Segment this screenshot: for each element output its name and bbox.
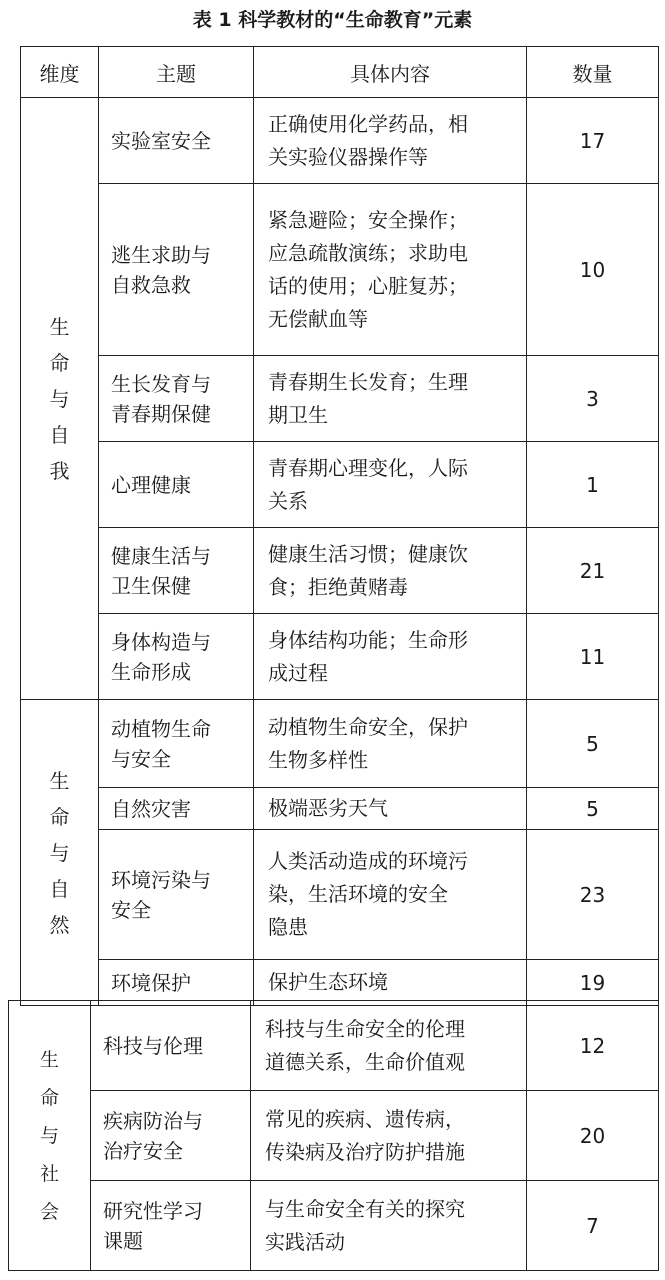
count-cell: 7: [527, 1181, 659, 1271]
content-cell: 青春期生长发育；生理 期卫生: [254, 356, 527, 442]
theme-cell: 身体构造与 生命形成: [99, 614, 254, 700]
table-row: [9, 1001, 659, 1091]
theme-cell: 自然灾害: [99, 788, 254, 830]
theme-cell: 环境污染与 安全: [99, 830, 254, 960]
header-row: [21, 47, 659, 98]
content-cell: 青春期心理变化，人际 关系: [254, 442, 527, 528]
dimension-cell: 生 命 与 社 会: [9, 1001, 91, 1271]
count-cell: 5: [527, 788, 659, 830]
table-row: [21, 830, 659, 960]
count-cell: 19: [527, 960, 659, 1006]
table-caption: 表 1 科学教材的“生命教育”元素: [192, 9, 473, 31]
count-cell: 20: [527, 1091, 659, 1181]
count-cell: 12: [527, 1001, 659, 1091]
content-cell: 常见的疾病、遗传病， 传染病及治疗防护措施: [251, 1091, 527, 1181]
content-cell: 科技与生命安全的伦理 道德关系，生命价值观: [251, 1001, 527, 1091]
theme-cell: 疾病防治与 治疗安全: [91, 1091, 251, 1181]
table-row: [21, 528, 659, 614]
dimension-cell: 生 命 与 自 我: [21, 98, 99, 700]
theme-cell: 科技与伦理: [91, 1001, 251, 1091]
count-cell: 11: [527, 614, 659, 700]
theme-cell: 实验室安全: [99, 98, 254, 184]
dimension-cell: 生 命 与 自 然: [21, 700, 99, 1006]
table-row: [9, 1181, 659, 1271]
data-table: [20, 46, 659, 1006]
table-row: [21, 614, 659, 700]
content-cell: 人类活动造成的环境污 染，生活环境的安全 隐患: [254, 830, 527, 960]
header-count: 数量: [527, 47, 659, 98]
header-content: 具体内容: [254, 47, 527, 98]
count-cell: 21: [527, 528, 659, 614]
table-row: [21, 98, 659, 184]
table-row: [21, 788, 659, 830]
theme-cell: 环境保护: [99, 960, 254, 1006]
count-cell: 10: [527, 184, 659, 356]
header-dimension: 维度: [21, 47, 99, 98]
content-cell: 正确使用化学药品，相 关实验仪器操作等: [254, 98, 527, 184]
table-row: [9, 1091, 659, 1181]
content-cell: 紧急避险；安全操作； 应急疏散演练；求助电 话的使用；心脏复苏； 无偿献血等: [254, 184, 527, 356]
theme-cell: 心理健康: [99, 442, 254, 528]
count-cell: 23: [527, 830, 659, 960]
content-cell: 极端恶劣天气: [254, 788, 527, 830]
count-cell: 3: [527, 356, 659, 442]
table-row: [21, 184, 659, 356]
theme-cell: 逃生求助与 自救急救: [99, 184, 254, 356]
content-cell: 身体结构功能；生命形 成过程: [254, 614, 527, 700]
count-cell: 17: [527, 98, 659, 184]
count-cell: 5: [527, 700, 659, 788]
content-cell: 健康生活习惯；健康饮 食；拒绝黄赌毒: [254, 528, 527, 614]
theme-cell: 动植物生命 与安全: [99, 700, 254, 788]
theme-cell: 研究性学习 课题: [91, 1181, 251, 1271]
table-row: [21, 356, 659, 442]
content-cell: 与生命安全有关的探究 实践活动: [251, 1181, 527, 1271]
table-row: [21, 960, 659, 1006]
content-cell: 动植物生命安全，保护 生物多样性: [254, 700, 527, 788]
theme-cell: 健康生活与 卫生保健: [99, 528, 254, 614]
theme-cell: 生长发育与 青春期保健: [99, 356, 254, 442]
content-cell: 保护生态环境: [254, 960, 527, 1006]
count-cell: 1: [527, 442, 659, 528]
table-row: [21, 442, 659, 528]
table-row: [21, 700, 659, 788]
header-theme: 主题: [99, 47, 254, 98]
data-table-continued: [8, 1000, 659, 1271]
